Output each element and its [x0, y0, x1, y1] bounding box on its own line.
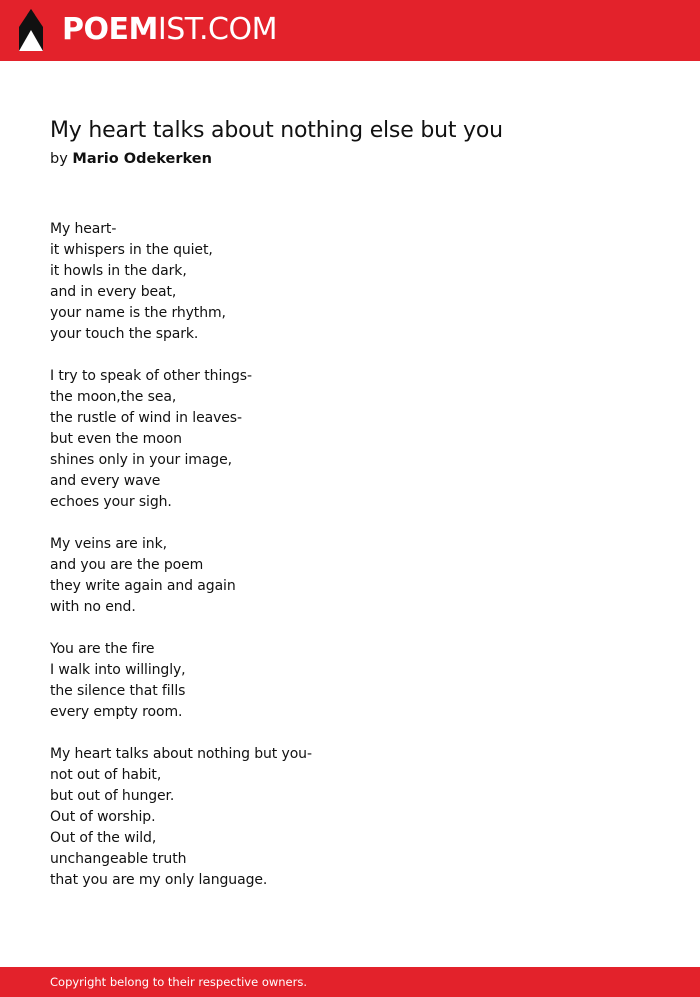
- pencil-logo-icon: [17, 9, 45, 51]
- by-label: by: [50, 151, 68, 167]
- poem-line: that you are my only language.: [50, 872, 268, 888]
- header-bar: [0, 0, 700, 61]
- poem-line: your touch the spark.: [50, 326, 199, 342]
- footer-bar: [0, 967, 700, 997]
- poem-stanza: [50, 639, 650, 723]
- poem-line: echoes your sigh.: [50, 494, 172, 510]
- site-logo[interactable]: [62, 12, 277, 48]
- poem-body: [50, 219, 650, 912]
- poem-line: the moon,the sea,: [50, 389, 177, 405]
- poem-line: and you are the poem: [50, 557, 204, 573]
- poem-line: your name is the rhythm,: [50, 305, 226, 321]
- poem-line: it whispers in the quiet,: [50, 242, 213, 258]
- author-name: Mario Odekerken: [72, 151, 212, 167]
- poem-line: My heart-: [50, 221, 117, 237]
- poem-line: My heart talks about nothing but you-: [50, 746, 312, 762]
- poem-stanza: [50, 366, 650, 513]
- poem-line: and in every beat,: [50, 284, 177, 300]
- poem-line: and every wave: [50, 473, 161, 489]
- poem-line: every empty room.: [50, 704, 183, 720]
- poem-line: shines only in your image,: [50, 452, 232, 468]
- copyright-text: Copyright belong to their respective owners.: [50, 975, 308, 989]
- poem-line: I walk into willingly,: [50, 662, 186, 678]
- poem-line: but even the moon: [50, 431, 182, 447]
- byline: [50, 149, 212, 169]
- poem-line: Out of the wild,: [50, 830, 157, 846]
- logo-light-text: IST.COM: [157, 12, 277, 47]
- logo-bold-text: POEM: [62, 12, 158, 47]
- poem-line: but out of hunger.: [50, 788, 175, 804]
- poem-line: unchangeable truth: [50, 851, 187, 867]
- poem-stanza: [50, 534, 650, 618]
- poem-title: My heart talks about nothing else but you: [50, 118, 503, 143]
- poem-line: You are the fire: [50, 641, 155, 657]
- poem-line: the silence that fills: [50, 683, 186, 699]
- poem-line: My veins are ink,: [50, 536, 167, 552]
- poem-stanza: [50, 219, 650, 345]
- poem-line: not out of habit,: [50, 767, 162, 783]
- poem-line: with no end.: [50, 599, 136, 615]
- poem-line: they write again and again: [50, 578, 236, 594]
- poem-line: Out of worship.: [50, 809, 156, 825]
- poem-line: it howls in the dark,: [50, 263, 187, 279]
- poem-line: the rustle of wind in leaves-: [50, 410, 242, 426]
- poem-line: I try to speak of other things-: [50, 368, 252, 384]
- poem-stanza: [50, 744, 650, 891]
